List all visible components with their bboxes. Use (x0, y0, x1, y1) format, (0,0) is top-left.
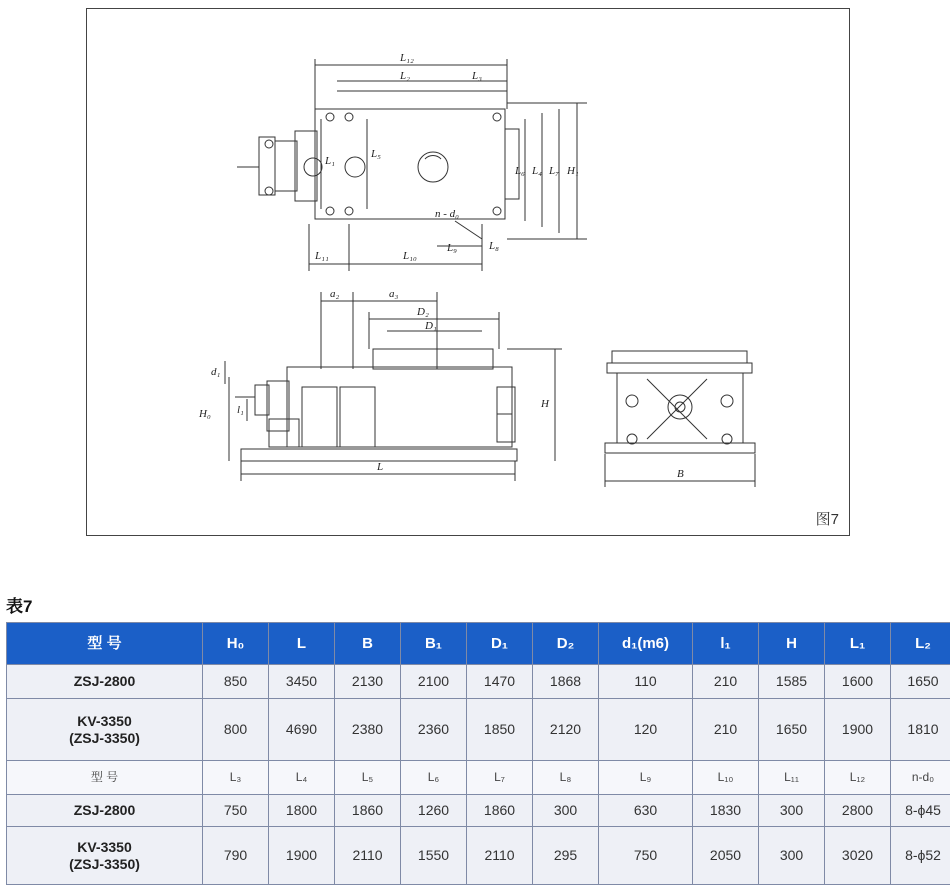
table-row (7, 665, 950, 699)
label-L5: L₅ (371, 148, 381, 160)
label-L8: L₈ (489, 240, 499, 252)
value-cell: 1900 (269, 827, 335, 885)
value-cell: 300 (759, 827, 825, 885)
value-cell: 2050 (693, 827, 759, 885)
value-cell: 630 (599, 795, 693, 827)
model-cell: KV-3350 (ZSJ-3350) (7, 699, 203, 761)
value-cell: H (759, 623, 825, 665)
value-cell: L₂ (891, 623, 950, 665)
table-title: 表7 (6, 597, 33, 616)
spec-table (6, 622, 950, 885)
value-cell: L₁ (825, 623, 891, 665)
value-cell: 3450 (269, 665, 335, 699)
value-cell: L₁₂ (825, 761, 891, 795)
value-cell: L₈ (533, 761, 599, 795)
value-cell: 210 (693, 665, 759, 699)
label-L9: L₉ (447, 242, 457, 254)
value-cell: 2100 (401, 665, 467, 699)
value-cell: 1470 (467, 665, 533, 699)
table-row (7, 699, 950, 761)
label-B: B (677, 468, 684, 480)
value-cell: D₂ (533, 623, 599, 665)
value-cell: 1600 (825, 665, 891, 699)
value-cell: n-d₀ (891, 761, 950, 795)
value-cell: L₉ (599, 761, 693, 795)
value-cell: 295 (533, 827, 599, 885)
value-cell: 850 (203, 665, 269, 699)
front-view (198, 288, 562, 481)
label-nd0: n - d₀ (435, 208, 459, 220)
value-cell: 2800 (825, 795, 891, 827)
value-cell: 790 (203, 827, 269, 885)
value-cell: B₁ (401, 623, 467, 665)
value-cell: 1800 (269, 795, 335, 827)
value-cell: 2380 (335, 699, 401, 761)
value-cell: 8-ϕ52 (891, 827, 950, 885)
value-cell: 2120 (533, 699, 599, 761)
value-cell: L₄ (269, 761, 335, 795)
value-cell: L (269, 623, 335, 665)
value-cell: L₅ (335, 761, 401, 795)
value-cell: H₀ (203, 623, 269, 665)
value-cell: 1860 (335, 795, 401, 827)
label-L: L (377, 461, 384, 473)
model-cell: 型 号 (7, 761, 203, 795)
value-cell: 2130 (335, 665, 401, 699)
label-L6: L₆ (515, 165, 525, 177)
technical-drawing-frame (86, 8, 850, 536)
value-cell: L₃ (203, 761, 269, 795)
value-cell: 1860 (467, 795, 533, 827)
table-row (7, 827, 950, 885)
value-cell: 110 (599, 665, 693, 699)
value-cell: 800 (203, 699, 269, 761)
value-cell: L₆ (401, 761, 467, 795)
table-header-row (7, 623, 950, 665)
value-cell: 8-ϕ45 (891, 795, 950, 827)
label-L3: L₃ (472, 70, 482, 82)
value-cell: 4690 (269, 699, 335, 761)
label-L10: L₁₀ (403, 250, 417, 262)
label-d1: d₁ (211, 366, 221, 378)
value-cell: 1585 (759, 665, 825, 699)
value-cell: 1850 (467, 699, 533, 761)
value-cell: L₁₁ (759, 761, 825, 795)
value-cell: 210 (693, 699, 759, 761)
label-L4: L₄ (532, 165, 542, 177)
value-cell: 1868 (533, 665, 599, 699)
model-cell: KV-3350 (ZSJ-3350) (7, 827, 203, 885)
model-cell: ZSJ-2800 (7, 665, 203, 699)
technical-drawing (87, 9, 851, 537)
side-view (605, 351, 755, 487)
label-a3: a₃ (389, 288, 399, 300)
model-cell: 型 号 (7, 623, 203, 665)
value-cell: 2360 (401, 699, 467, 761)
label-H1: H₁ (567, 165, 579, 177)
label-L11: L₁₁ (315, 250, 329, 262)
value-cell: 300 (533, 795, 599, 827)
value-cell: 1810 (891, 699, 950, 761)
value-cell: 2110 (335, 827, 401, 885)
value-cell: 1900 (825, 699, 891, 761)
model-cell: ZSJ-2800 (7, 795, 203, 827)
value-cell: 1550 (401, 827, 467, 885)
label-l1: l₁ (237, 404, 244, 416)
table-subheader-row (7, 761, 950, 795)
value-cell: 750 (599, 827, 693, 885)
value-cell: L₁₀ (693, 761, 759, 795)
value-cell: 1830 (693, 795, 759, 827)
label-L1: L₁ (325, 155, 335, 167)
label-H: H (541, 398, 549, 410)
value-cell: 3020 (825, 827, 891, 885)
figure-label: 图7 (815, 511, 839, 528)
label-D2: D₂ (417, 306, 429, 318)
value-cell: 1650 (759, 699, 825, 761)
value-cell: 1650 (891, 665, 950, 699)
value-cell: d₁(m6) (599, 623, 693, 665)
table-row (7, 795, 950, 827)
label-L7: L₇ (549, 165, 559, 177)
label-L2: L₂ (400, 70, 410, 82)
label-L12: L₁₂ (400, 52, 414, 64)
value-cell: 120 (599, 699, 693, 761)
value-cell: D₁ (467, 623, 533, 665)
plan-view (237, 52, 587, 271)
value-cell: 1260 (401, 795, 467, 827)
value-cell: 750 (203, 795, 269, 827)
value-cell: 2110 (467, 827, 533, 885)
label-D1: D₁ (425, 320, 437, 332)
value-cell: L₇ (467, 761, 533, 795)
label-a2: a₂ (330, 288, 340, 300)
value-cell: B (335, 623, 401, 665)
value-cell: l₁ (693, 623, 759, 665)
label-H0: H₀ (199, 408, 211, 420)
value-cell: 300 (759, 795, 825, 827)
